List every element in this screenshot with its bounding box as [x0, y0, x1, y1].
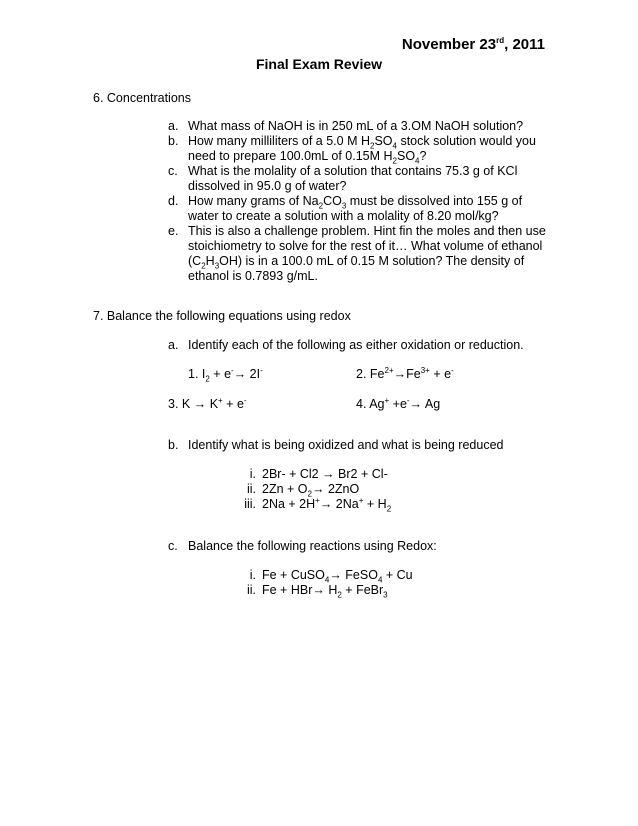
- list-item-6b: [168, 134, 548, 164]
- list-marker: c.: [168, 164, 178, 178]
- question-6b: How many milliliters of a 5.0 M $H_2SO_4$ stock solution would you need to prepare 100.0mL of 0.15M $H_2SO_4$?: [188, 134, 536, 166]
- page-title-text: Final Exam Review: [255, 56, 383, 72]
- question-6d: How many grams of $Na_2CO_3$ must be dissolved into 155 g of water to create a solution with a molality of 8.20 mol/kg?: [188, 194, 523, 223]
- date-line: [402, 37, 545, 52]
- list-marker: e.: [168, 224, 179, 238]
- question-7c: Balance the following reactions using Redox:: [188, 539, 437, 553]
- reaction-b-i: i. 2Br- + Cl2 → Br2 + Cl-: [249, 467, 388, 481]
- section-6-heading: 6. Concentrations: [93, 91, 191, 105]
- section-7c: [168, 539, 548, 554]
- date-prefix: November 23: [401, 36, 497, 53]
- section-6-list: [168, 119, 548, 284]
- equation-3: 3. K → K+ + e-: [168, 395, 247, 411]
- question-6c: What is the molality of a solution that contains 75.3 g of KCl dissolved in 95.0 g of water?: [188, 164, 518, 193]
- section-7a: [168, 338, 548, 353]
- date-suffix: , 2011: [504, 36, 545, 53]
- question-7a: Identify each of the following as either oxidation or reduction.: [188, 338, 524, 352]
- section-7b: [168, 438, 548, 453]
- section-7-heading: 7. Balance the following equations using redox: [93, 309, 351, 323]
- question-7b: Identify what is being oxidized and what is being reduced: [188, 438, 504, 452]
- section-7c-reactions: [232, 568, 413, 598]
- section-7b-reactions: [232, 467, 391, 512]
- list-item-6a: [168, 119, 548, 134]
- question-6e: This is also a challenge problem. Hint fin the moles and then use stoichiometry to solve for the rest of it… What volume of ethanol $(C_2H_3OH)$ is in a 100.0 mL of 0.15 M solution? The density of ethanol is 0.7893 g/mL.: [188, 224, 546, 283]
- equation-4: 4. Ag+ +e-→ Ag: [356, 395, 441, 411]
- reaction-b-ii: ii. $2Zn + O_2\to 2ZnO$: [246, 482, 360, 499]
- list-marker: a.: [168, 338, 179, 352]
- list-marker: c.: [168, 539, 178, 553]
- list-marker: d.: [168, 194, 179, 208]
- list-item-7a: [168, 338, 548, 353]
- list-item-7c: [168, 539, 548, 554]
- list-item-7b: [168, 438, 548, 453]
- reaction-b-iii: iii. $2Na + 2H^+\to 2Na^+ + H_2$: [244, 495, 392, 514]
- list-item-6e: [168, 224, 548, 284]
- question-6a: What mass of NaOH is in 250 mL of a 3.OM NaOH solution?: [188, 119, 524, 133]
- list-marker: b.: [168, 134, 179, 148]
- reaction-c-ii: ii. $Fe + HBr\to H_2$ + FeBr$_3$: [246, 583, 388, 600]
- list-item-6c: [168, 164, 548, 194]
- equation-1: 1. $I_2 + e^-\to 2I^-$: [188, 365, 263, 384]
- list-item-6d: [168, 194, 548, 224]
- equation-2: 2. $Fe^{2+}\to Fe^{3+} + e^-$: [356, 365, 454, 381]
- list-marker: a.: [168, 119, 179, 133]
- page-title: [0, 57, 638, 72]
- date-superscript: rd: [496, 36, 505, 45]
- reaction-c-i: i. Fe + CuSO$_4$→ FeSO$_4$ + Cu: [249, 568, 413, 585]
- list-marker: b.: [168, 438, 179, 452]
